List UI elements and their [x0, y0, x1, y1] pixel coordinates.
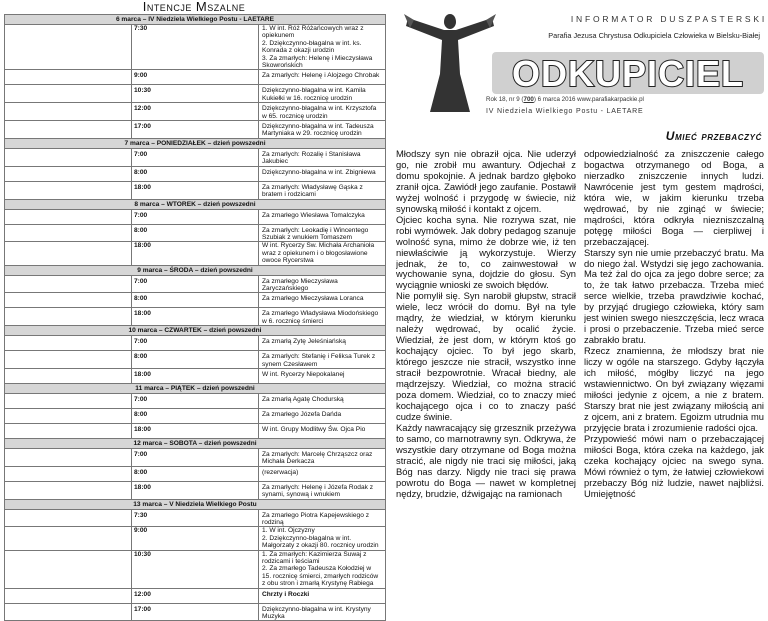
day-header — [5, 383, 386, 393]
article-body — [392, 149, 768, 543]
mass-row — [5, 509, 386, 527]
mass-time: 7:30 — [132, 509, 259, 527]
mass-row — [5, 181, 386, 199]
row-margin — [5, 181, 132, 199]
mass-row — [5, 308, 386, 326]
row-margin — [5, 242, 132, 265]
article-title: Umieć przebaczyć — [665, 129, 762, 143]
day-header-label: 10 marca – CZWARTEK – dzień powszedni — [5, 326, 386, 336]
mass-time: 10:30 — [132, 85, 259, 103]
day-header-label: 12 marca – SOBOTA – dzień powszedni — [5, 438, 386, 448]
row-margin — [5, 408, 132, 423]
row-margin — [5, 351, 132, 369]
mass-intention: Za zmarłych: Władysławę Gąska z bratem i rodzicami — [259, 181, 386, 199]
mass-time: 10:30 — [132, 550, 259, 588]
mass-time: 17:00 — [132, 603, 259, 621]
mass-row — [5, 408, 386, 423]
mass-time: 18:00 — [132, 423, 259, 438]
mass-time: 7:00 — [132, 336, 259, 351]
row-margin — [5, 423, 132, 438]
day-header — [5, 438, 386, 448]
row-margin — [5, 393, 132, 408]
row-margin — [5, 336, 132, 351]
mass-time: 7:00 — [132, 148, 259, 166]
parish-name: Parafia Jezusa Chrystusa Odkupiciela Człowieka w Bielsku-Białej — [548, 31, 760, 40]
mass-time: 18:00 — [132, 242, 259, 265]
intencje-title: Intencje Mszalne — [142, 0, 246, 14]
mass-row — [5, 121, 386, 139]
mass-time: 8:00 — [132, 166, 259, 181]
mass-intention: 1. W int. Ojczyzny 2. Dziękczynno-błagalna w int. Małgorzaty z okazji 80. rocznicy urodzin — [259, 527, 386, 550]
row-margin — [5, 308, 132, 326]
masthead-logo — [492, 52, 764, 94]
mass-row — [5, 25, 386, 70]
mass-time: 17:00 — [132, 121, 259, 139]
mass-intention: Za zmarłego Mieczysława Zaryczańskiego — [259, 275, 386, 293]
right-page — [392, 0, 768, 543]
day-header — [5, 326, 386, 336]
mass-intention: Dziękczynno-błagalna w int. Krzysztofa w 65. rocznicę urodzin — [259, 103, 386, 121]
day-header-label: 9 marca – ŚRODA – dzień powszedni — [5, 265, 386, 275]
mass-intention: Dziękczynno-błagalna w int. Zbigniewa — [259, 166, 386, 181]
informator-label: INFORMATOR DUSZPASTERSKI — [570, 14, 767, 24]
mass-row — [5, 103, 386, 121]
mass-time: 8:00 — [132, 293, 259, 308]
mass-time: 7:30 — [132, 25, 259, 70]
row-margin — [5, 85, 132, 103]
row-margin — [5, 166, 132, 181]
issue-number: 700 — [523, 96, 534, 103]
mass-intention: Za zmarłych: Leokadię i Wincentego Szubiak z wnukiem Tomaszem — [259, 224, 386, 242]
mass-row — [5, 148, 386, 166]
mass-row — [5, 293, 386, 308]
mass-intention: Za zmarłych: Helenę i Alojzego Chrobak — [259, 70, 386, 85]
day-header-label: 11 marca – PIĄTEK – dzień powszedni — [5, 383, 386, 393]
mass-time: 9:00 — [132, 70, 259, 85]
mass-time: 8:00 — [132, 466, 259, 481]
mass-intention: 1. W int. Róż Różańcowych wraz z opiekunem 2. Dziękczynno-błagalna w int. ks. Konrada z okazji urodzin 3. Za zmarłych: Helenę i Mieczysława Skowrońskich — [259, 25, 386, 70]
article-paragraph: Przypowieść mówi nam o przebaczającej miłości Boga, która czeka na każdego, jak czeka kochający ojciec na swego syna. Mówi również o tym, że łatwiej człowiekowi przebaczy Bóg niż ludzie, nawet najbliżsi. Umiejętność — [584, 432, 764, 499]
mass-row — [5, 423, 386, 438]
article-paragraph: Każdy nawracający się grzesznik przeżywa to samo, co marnotrawny syn. Odkrywa, że wszystkie dary otrzymane od Boga można stracić, ale nigdy nie traci się miłości, jaką Bóg nas darzy. Nigdy nie traci się prawa powrotu do Boga — nawet w kompletnej nędzy, brudzie, dźwigając na ramionach — [396, 421, 576, 499]
mass-time: 8:00 — [132, 408, 259, 423]
mass-row — [5, 448, 386, 466]
mass-time: 18:00 — [132, 368, 259, 383]
row-margin — [5, 148, 132, 166]
mass-time: 18:00 — [132, 308, 259, 326]
article-paragraph: Rzecz znamienna, że młodszy brat nie liczy w ogóle na starszego. Gdyby łączyła ich miłość, mógłby liczyć na jego wstawiennictwo. On był związany więzami miłości jedynie z ojcem, a nie z bratem. Starszy brat nie jest związany miłością ani z ojcem, ani z bratem. Egoizm utrudnia mu przyjęcie brata i zrozumienie radości ojca. — [584, 345, 764, 433]
row-margin — [5, 588, 132, 603]
mass-time: 18:00 — [132, 181, 259, 199]
mass-intention: Za zmarłych: Stefanię i Feliksa Turek z synem Czesławem — [259, 351, 386, 369]
mass-row — [5, 603, 386, 621]
mass-intention: W int. Rycerzy Niepokalanej — [259, 368, 386, 383]
article-paragraph: Nie pomylił się. Syn narobił głupstw, stracił wiele, lecz wrócił do domu. Był na tyle mądry, że wiedział, w którym kierunku należy wędrować, by ocalić życie. Wiedział, że jest dom, w którym ktoś go kochający ojciec. To był jego skarb, którego jeszcze nie stracił, wszystko inne stracił bezpowrotnie. Wracał biedny, ale mądrzejszy. Wiedział, co można stracić poza domem. Wiedział, co to znaczy mieć kochającego ojca i co to znaczy paść cudze świnie. — [396, 290, 576, 422]
article-paragraph: Starszy syn nie umie przebaczyć bratu. Ma do niego żal. Wstydzi się jego zachowania. Ma też żal do ojca za jego dobre serce; za to, że tak łatwo przebacza. Trzeba mieć serce wielkie, trzeba prawdziwie kochać, by przyjąć drugiego człowieka, który sam jest winien swego nieszczęścia, lecz wraca i prosi o przebaczenie. Trzeba mieć serce zabrakło bratu. — [584, 246, 764, 346]
mass-intention: Za zmarłą Zytę Jeleśniańską — [259, 336, 386, 351]
mass-time: 8:00 — [132, 224, 259, 242]
mass-intention: Za zmarłych: Rozalię i Stanisława Jakubiec — [259, 148, 386, 166]
mass-row — [5, 550, 386, 588]
issue-info: Rok 18, nr 9 (700) 6 marca 2016 www.parafiakarpackie.pl — [486, 96, 644, 103]
mass-row — [5, 481, 386, 499]
mass-row — [5, 275, 386, 293]
row-margin — [5, 466, 132, 481]
mass-intention: Dziękczynno-błagalna w int. Tadeusza Martyniaka w 29. rocznicę urodzin — [259, 121, 386, 139]
mass-row — [5, 393, 386, 408]
day-header-label: 13 marca – V Niedziela Wielkiego Postu — [5, 499, 386, 509]
day-header — [5, 15, 386, 25]
mass-intention: Dziękczynno-błagalna w int. Krystyny Muzyka — [259, 603, 386, 621]
row-margin — [5, 224, 132, 242]
mass-intention: Dziękczynno-błagalna w int. Kamila Kukiełki w 16. rocznicę urodzin — [259, 85, 386, 103]
article-column-1 — [396, 149, 576, 543]
mass-intention: Za zmarłego Mieczysława Loranca — [259, 293, 386, 308]
day-header — [5, 138, 386, 148]
row-margin — [5, 481, 132, 499]
sunday-label: IV Niedziela Wielkiego Postu - LAETARE — [486, 108, 644, 115]
row-margin — [5, 209, 132, 224]
christ-statue-icon — [400, 4, 500, 116]
article-paragraph: Ojciec kocha syna. Nie rozrywa szat, nie robi wymówek. Jak dobry pedagog szanuje wolność syna, mimo że dobrze wie, iż ten niewłaściwie ją wykorzystuje. Wierzy jednak, że to, co zainwestował w wychowanie syna, dojdzie do głosu. Syn wyciągnie wnioski ze swoich błędów. — [396, 213, 576, 291]
mass-intention: Za zmarłego Józefa Dańda — [259, 408, 386, 423]
day-header-label: 6 marca – IV Niedziela Wielkiego Postu - LAETARE — [5, 15, 386, 25]
mass-intention: Za zmarłych: Marcelę Chrząszcz oraz Michała Derkacza — [259, 448, 386, 466]
mass-intention: (rezerwacja) — [259, 466, 386, 481]
mass-time: 7:00 — [132, 209, 259, 224]
article-paragraph: odpowiedzialność za zniszczenie całego bogactwa otrzymanego od Boga, a nierzadko zniszczenie innych ludzi. Nawrócenie jest tym gestem mądrości, która wie, w jakim kierunku trzeba wędrować, by nie zginąć w świecie; mądrości, która odkryła niezniszczalną potęgę miłości Boga — cierpliwej i przebaczającej. — [584, 149, 764, 247]
mass-time: 12:00 — [132, 103, 259, 121]
article-paragraph: Młodszy syn nie obraził ojca. Nie uderzył go, nie zrobił mu awantury. Odjechał z domu spokojnie. A jednak bardzo głęboko zranił ojca. Zawiódł jego zaufanie. Postawił wyżej wolność i przygodę w świecie, niż synowską miłość i kontakt z ojcem. — [396, 149, 576, 214]
day-header — [5, 265, 386, 275]
article-column-2 — [584, 149, 764, 543]
row-margin — [5, 509, 132, 527]
mass-row — [5, 466, 386, 481]
mass-intention: Chrzty i Roczki — [259, 588, 386, 603]
row-margin — [5, 275, 132, 293]
mass-row — [5, 70, 386, 85]
row-margin — [5, 527, 132, 550]
mass-intention: 1. Za zmarłych: Kazimierza Suwaj z rodzicami i teściami 2. Za zmarłego Tadeusza Kołodziej w 15. rocznicę śmierci, zmarłych rodziców z obu stron i zmarłą Krystynę Rabiega — [259, 550, 386, 588]
mass-row — [5, 209, 386, 224]
day-header-label: 7 marca – PONIEDZIAŁEK – dzień powszedni — [5, 138, 386, 148]
row-margin — [5, 448, 132, 466]
mass-time: 7:00 — [132, 393, 259, 408]
mass-intention: Za zmarłego Piotra Kapejewskiego z rodziną — [259, 509, 386, 527]
mass-row — [5, 351, 386, 369]
mass-row — [5, 336, 386, 351]
row-margin — [5, 25, 132, 70]
mass-time: 8:00 — [132, 351, 259, 369]
row-margin — [5, 293, 132, 308]
mass-row — [5, 242, 386, 265]
row-margin — [5, 70, 132, 85]
mass-row — [5, 527, 386, 550]
mass-intentions-table — [4, 14, 386, 621]
mass-time: 7:00 — [132, 448, 259, 466]
mass-time: 7:00 — [132, 275, 259, 293]
mass-intention: Za zmarłego Wiesława Tomalczyka — [259, 209, 386, 224]
day-header — [5, 199, 386, 209]
mass-time: 9:00 — [132, 527, 259, 550]
mass-intention: Za zmarłą Agatę Chodurską — [259, 393, 386, 408]
mass-row — [5, 368, 386, 383]
mass-time: 12:00 — [132, 588, 259, 603]
mass-row — [5, 85, 386, 103]
day-header-label: 8 marca – WTOREK – dzień powszedni — [5, 199, 386, 209]
mass-intention: Za zmarłych: Helenę i Józefa Rodak z synami, synową i wnukiem — [259, 481, 386, 499]
mass-intention: W int. Grupy Modlitwy Św. Ojca Pio — [259, 423, 386, 438]
mass-intention: W int. Rycerzy Św. Michała Archanioła wraz z opiekunem i o błogosławione owoce Rycerstwa — [259, 242, 386, 265]
row-margin — [5, 603, 132, 621]
row-margin — [5, 368, 132, 383]
mass-intention: Za zmarłego Władysława Miodońskiego w 6. rocznicę śmierci — [259, 308, 386, 326]
mass-row — [5, 224, 386, 242]
row-margin — [5, 550, 132, 588]
mass-row — [5, 588, 386, 603]
row-margin — [5, 103, 132, 121]
mass-row — [5, 166, 386, 181]
row-margin — [5, 121, 132, 139]
mass-time: 18:00 — [132, 481, 259, 499]
masthead-text: ODKUPICIEL — [511, 53, 745, 94]
day-header — [5, 499, 386, 509]
